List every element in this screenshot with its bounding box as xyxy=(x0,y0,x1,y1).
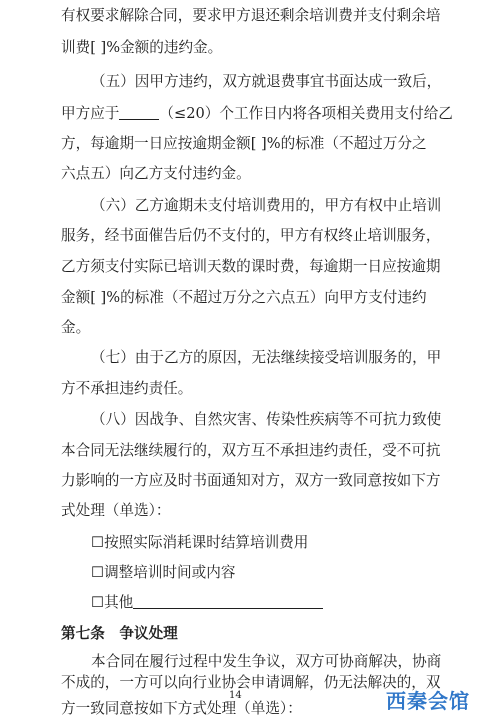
text-span: 甲方应于 xyxy=(61,105,120,122)
article-7-line: 本合同在履行过程中发生争议，双方可协商解决，协商 xyxy=(91,653,442,670)
text-span: ☐其他 xyxy=(91,594,134,611)
other-blank[interactable] xyxy=(133,594,323,609)
clause-6-line: （六）乙方逾期未支付培训费用的，甲方有权中止培训 xyxy=(91,197,442,214)
text-line: 训费[ ]%金额的违约金。 xyxy=(61,39,223,56)
checkbox-option[interactable]: ☐调整培训时间或内容 xyxy=(91,564,236,581)
clause-7-line: 方不承担违约责任。 xyxy=(61,380,193,397)
clause-6-line: 乙方须支付实际已培训天数的课时费，每逾期一日应按逾期 xyxy=(61,258,441,275)
watermark: 西秦会馆 xyxy=(386,689,470,713)
page-number: 14 xyxy=(229,690,242,701)
clause-6-line: 金。 xyxy=(61,319,91,336)
clause-8-line: 力影响的一方应及时书面通知对方，双方一致同意按如下方 xyxy=(61,472,441,489)
clause-8-line: （八）因战争、自然灾害、传染性疾病等不可抗力致使 xyxy=(91,411,442,428)
clause-8-line: 式处理（单选）： xyxy=(61,502,171,519)
clause-5-line: （五）因甲方违约，双方就退费事宜书面达成一致后， xyxy=(91,73,442,90)
clause-5-line: 方，每逾期一日应按逾期金额[ ]%的标准（不超过万分之 xyxy=(61,135,427,152)
text-span: （≤20）个工作日内将各项相关费用支付给乙 xyxy=(159,105,453,122)
clause-5-line: 六点五）向乙方支付违约金。 xyxy=(61,165,251,182)
article-7-heading: 第七条 争议处理 xyxy=(61,625,178,642)
clause-6-line: 金额[ ]%的标准（不超过万分之六点五）向甲方支付违约 xyxy=(61,289,427,306)
clause-8-line: 本合同无法继续履行的，双方互不承担违约责任，受不可抗 xyxy=(61,442,441,459)
article-7-line: 不成的，一方可以向行业协会申请调解，仍无法解决的，双 xyxy=(61,674,441,691)
article-7-line: 方一致同意按如下方式处理（单选）： xyxy=(61,700,302,717)
checkbox-option[interactable]: ☐按照实际消耗课时结算培训费用 xyxy=(91,534,309,551)
clause-6-line: 服务，经书面催告后仍不支付的，甲方有权终止培训服务， xyxy=(61,227,441,244)
text-line: 有权要求解除合同，要求甲方退还剩余培训费并支付剩余培 xyxy=(61,7,441,24)
clause-7-line: （七）由于乙方的原因，无法继续接受培训服务的，甲 xyxy=(91,349,442,366)
clause-5-line xyxy=(61,104,482,124)
checkbox-option[interactable] xyxy=(91,593,482,613)
days-blank[interactable] xyxy=(119,105,159,120)
